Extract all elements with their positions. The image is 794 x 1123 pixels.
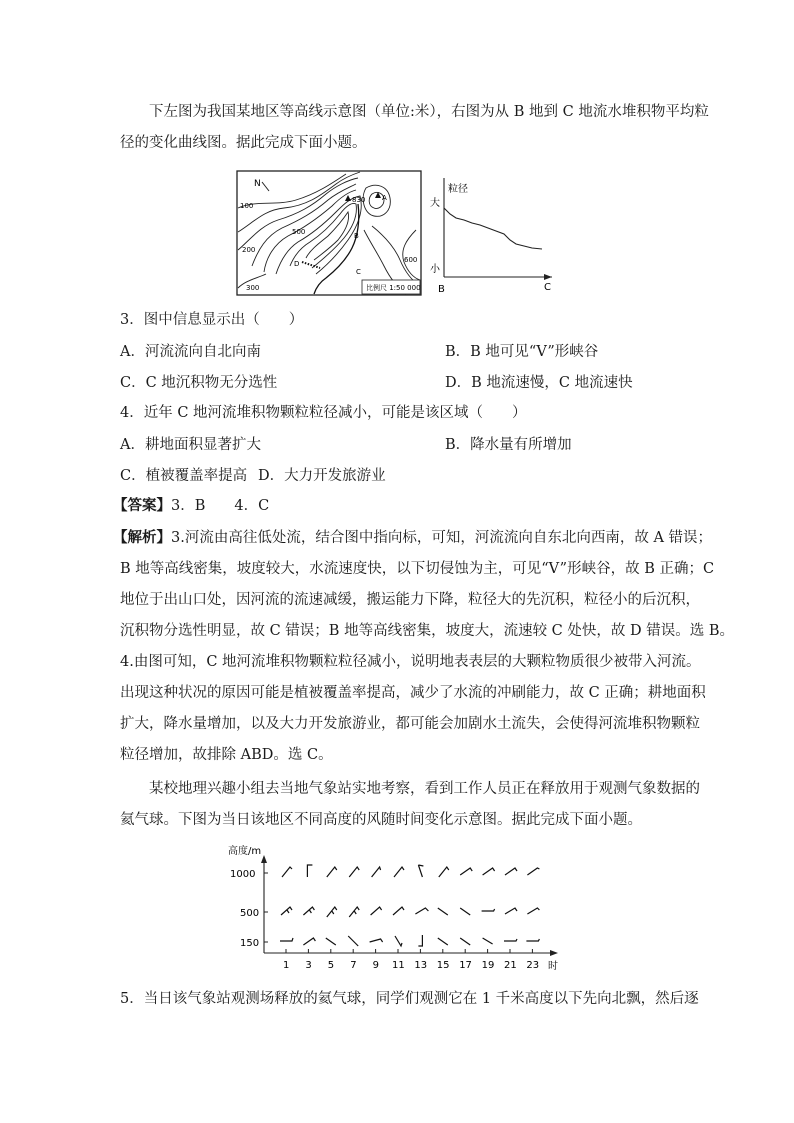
grain-chart-xtick-c: C: [544, 282, 551, 293]
x-tick-label-9: 9: [372, 960, 379, 971]
wind-barb-500m-5: [327, 907, 337, 917]
wind-barb-500m-9: [371, 907, 382, 915]
intro-paragraph-line: 下左图为我国某地区等高线示意图（单位:米），右图为从 B 地到 C 地流水堆积物平均粒: [149, 104, 709, 120]
wind-barb-1000m-19: [483, 868, 495, 875]
wind-barb-1000m-23: [527, 868, 539, 875]
wind-barb-1000m-13: [418, 865, 423, 877]
north-arrow-icon: [262, 182, 269, 191]
question-4-option-d[interactable]: D．大力开发旅游业: [258, 468, 386, 484]
grain-size-curve: [444, 208, 542, 249]
y-tick-1000: 1000: [230, 869, 256, 880]
analysis-label: 【解析】: [113, 529, 171, 546]
intro-paragraph-line: 径的变化曲线图。据此完成下面小题。: [120, 135, 367, 151]
intro-paragraph-line: 氦气球。下图为当日该地区不同高度的风随时间变化示意图。据此完成下面小题。: [120, 812, 642, 828]
wind-barb-150m-9: [370, 939, 383, 942]
wind-barb-150m-15: [438, 938, 448, 945]
contour-label-600: 600: [404, 256, 418, 264]
wind-barb-150m-21: [504, 939, 517, 941]
steep-cliff-mark: [302, 262, 320, 268]
wind-barb-150m-1: [280, 938, 293, 941]
x-tick-group: [283, 949, 539, 971]
grain-chart-xtick-b: B: [438, 284, 445, 295]
x-tick-label-21: 21: [504, 960, 517, 971]
intro-paragraph-line: 某校地理兴趣小组去当地气象站实地考察，看到工作人员正在释放用于观测气象数据的: [149, 781, 700, 797]
answer-line: [113, 496, 269, 516]
x-axis-arrow-icon: [544, 274, 552, 280]
x-tick-label-7: 7: [350, 960, 357, 971]
wind-barb-500m-1: [281, 907, 292, 915]
grain-chart-ylabel: 粒径: [448, 184, 468, 195]
question-3-option-d[interactable]: D．B 地流速慢，C 地流速快: [445, 375, 633, 391]
wind-barb-1000m-9: [372, 867, 381, 877]
analysis-line: 沉积物分选性明显，故 C 错误；B 地等高线密集，坡度大，流速较 C 处快，故 D 错误。选 B。: [120, 623, 734, 639]
analysis-line: B 地等高线密集，坡度较大，水流速度快，以下切侵蚀为主，可见“V”形峡谷，故 B 正确；C: [120, 561, 715, 577]
wind-barb-150m-13: [418, 935, 422, 946]
wind-barb-1000m-11: [394, 867, 404, 877]
wind-barb-500m-23: [527, 908, 539, 914]
x-tick-label-11: 11: [392, 960, 405, 971]
wind-barb-500m-13: [415, 908, 428, 914]
elevation-830-label: 830: [352, 196, 366, 204]
map-scale-label: 比例尺 1:50 000: [366, 284, 421, 292]
x-tick-label-19: 19: [481, 960, 495, 971]
analysis-line: 4.由图可知，C 地河流堆积物颗粒粒径减小，说明地表表层的大颗粒物质很少被带入河流。: [120, 654, 701, 670]
wind-barb-500m-3: [303, 907, 314, 915]
analysis-line: 出现这种状况的原因可能是植被覆盖率提高，减少了水流的冲刷能力，故 C 正确；耕地面积: [120, 685, 706, 701]
analysis-line: 粒径增加，故排除 ABD。选 C。: [120, 747, 333, 763]
contour-label-200: 200: [242, 246, 256, 254]
wind-barb-150m-19: [483, 938, 493, 944]
wind-barb-150m-23: [526, 939, 539, 941]
wind-barb-500m-11: [393, 907, 404, 915]
wind-barb-1000m-1: [282, 867, 292, 877]
question-4-option-c[interactable]: C．植被覆盖率提高: [120, 468, 248, 484]
point-d-label: D: [294, 260, 300, 268]
y-tick-150: 150: [240, 938, 260, 949]
contour-map-figure: [236, 170, 556, 298]
answer-label: 【答案】: [113, 497, 171, 514]
contour-label-300: 300: [246, 284, 260, 292]
river-line: [314, 204, 359, 294]
answer-text: 3．B 4．C: [171, 498, 270, 514]
x-tick-label-3: 3: [305, 960, 312, 971]
point-a-label: A: [382, 194, 387, 202]
wind-barb-1000m-7: [349, 867, 359, 877]
wind-barb-500m-15: [438, 908, 448, 915]
y-axis-arrow-icon: [261, 855, 267, 863]
x-tick-label-13: 13: [414, 960, 428, 971]
contour-label-500: 500: [292, 228, 306, 236]
question-4-option-a[interactable]: A．耕地面积显著扩大: [120, 437, 261, 453]
x-tick-label-15: 15: [436, 960, 450, 971]
wind-barb-500m-7: [349, 907, 359, 917]
point-c-label: C: [356, 268, 361, 276]
wind-barb-150m-3: [303, 938, 315, 945]
x-tick-label-5: 5: [327, 960, 335, 971]
analysis-line: 扩大，降水量增加，以及大力开发旅游业，都可能会加剧水土流失，会使得河流堆积物颗粒: [120, 716, 700, 732]
north-label: N: [254, 179, 261, 189]
wind-barb-150m-11: [395, 936, 402, 946]
question-4-option-b[interactable]: B．降水量有所增加: [445, 437, 572, 453]
x-axis-arrow-icon: [550, 950, 558, 956]
wind-barb-500m-17: [460, 908, 470, 915]
analysis-line: [113, 528, 712, 548]
question-3-option-c[interactable]: C．C 地沉积物无分选性: [120, 375, 278, 391]
x-tick-label-23: 23: [526, 960, 540, 971]
wind-chart-ylabel: 高度/m: [228, 846, 262, 857]
y-tick-500: 500: [240, 908, 260, 919]
wind-barb-1000m-15: [439, 867, 449, 877]
wind-barb-150m-7: [348, 936, 358, 946]
question-3-option-a[interactable]: A．河流流向自北向南: [120, 344, 261, 360]
wind-barb-500m-21: [505, 908, 517, 914]
point-b-label: B: [354, 232, 359, 240]
contour-label-100: 100: [240, 202, 254, 210]
wind-barb-500m-19: [482, 909, 495, 911]
question-3-option-b[interactable]: B．B 地可见“V”形峡谷: [445, 344, 599, 360]
wind-barb-group: [280, 865, 539, 946]
grain-chart-ytick-large: 大: [430, 198, 440, 209]
wind-barb-150m-5: [326, 938, 336, 945]
wind-barb-figure: [226, 843, 566, 975]
peak-marker-icon: [345, 195, 351, 201]
x-tick-label-17: 17: [459, 960, 472, 971]
wind-barb-1000m-17: [460, 868, 472, 875]
wind-barb-1000m-21: [505, 868, 517, 875]
wind-barb-1000m-5: [327, 867, 337, 877]
x-axis-unit: 时: [548, 961, 558, 972]
wind-barb-150m-17: [460, 938, 470, 945]
question-3-stem: 3．图中信息显示出（ ）: [120, 312, 304, 328]
grain-chart-ytick-small: 小: [430, 264, 440, 275]
analysis-line: 地位于出山口处，因河流的流速减缓，搬运能力下降，粒径大的先沉积，粒径小的后沉积，: [120, 592, 700, 608]
question-4-stem: 4．近年 C 地河流堆积物颗粒粒径减小，可能是该区域（ ）: [120, 405, 527, 421]
analysis-text: 3.河流由高往低处流，结合图中指向标，可知，河流流向自东北向西南，故 A 错误；: [171, 530, 713, 546]
question-5-stem: 5．当日该气象站观测场释放的氦气球，同学们观测它在 1 千米高度以下先向北飘，然后逐: [120, 991, 699, 1007]
wind-barb-1000m-3: [307, 865, 312, 877]
x-tick-label-1: 1: [283, 960, 290, 971]
